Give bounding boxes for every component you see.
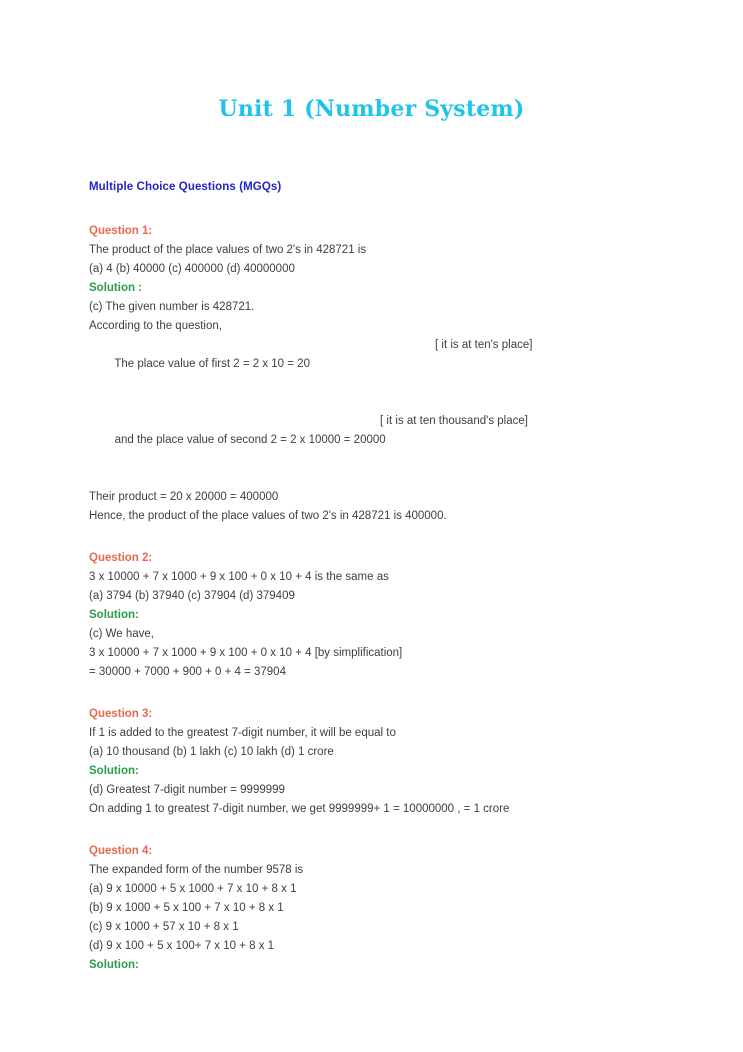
question-1-placevalue-text-1: The place value of first 2 = 2 x 10 = 20 (114, 358, 310, 370)
question-block-4 (89, 842, 689, 975)
question-3-solution-heading: Solution: (89, 765, 139, 777)
question-1-placevalue-line-2 (89, 412, 689, 488)
question-1-solution-tail-2: Hence, the product of the place values of two 2's in 428721 is 400000. (89, 510, 447, 522)
question-1-placevalue-note-2: [ it is at ten thousand's place] (380, 415, 528, 427)
question-2-options: (a) 3794 (b) 37940 (c) 37904 (d) 379409 (89, 590, 295, 602)
question-block-1 (89, 222, 689, 526)
question-3-solution-line-2: On adding 1 to greatest 7-digit number, we get 9999999+ 1 = 10000000 , = 1 crore (89, 803, 510, 815)
question-3-heading: Question 3: (89, 708, 153, 720)
question-block-2 (89, 549, 689, 682)
question-1-placevalue-note-1: [ it is at ten's place] (435, 339, 533, 351)
question-3-options: (a) 10 thousand (b) 1 lakh (c) 10 lakh (d) 1 crore (89, 746, 334, 758)
question-2-solution-heading: Solution: (89, 609, 139, 621)
question-2-heading: Question 2: (89, 552, 153, 564)
question-2-solution-line-3: = 30000 + 7000 + 900 + 0 + 4 = 37904 (89, 666, 286, 678)
question-1-solution-heading: Solution : (89, 282, 143, 294)
question-4-option-b: (b) 9 x 1000 + 5 x 100 + 7 x 10 + 8 x 1 (89, 902, 284, 914)
document-body (89, 178, 689, 998)
question-4-option-c: (c) 9 x 1000 + 57 x 10 + 8 x 1 (89, 921, 239, 933)
question-4-option-d: (d) 9 x 100 + 5 x 100+ 7 x 10 + 8 x 1 (89, 940, 275, 952)
question-3-solution-line-1: (d) Greatest 7-digit number = 9999999 (89, 784, 285, 796)
question-4-heading: Question 4: (89, 845, 153, 857)
question-1-solution-line-1: (c) The given number is 428721. (89, 301, 255, 313)
page-title: Unit 1 (Number System) (218, 96, 525, 122)
question-1-heading: Question 1: (89, 225, 153, 237)
section-heading-mcq: Multiple Choice Questions (MGQs) (89, 181, 282, 193)
question-1-placevalue-text-2: and the place value of second 2 = 2 x 10000 = 20000 (114, 434, 386, 446)
question-4-option-a: (a) 9 x 10000 + 5 x 1000 + 7 x 10 + 8 x 1 (89, 883, 297, 895)
question-1-placevalue-line-1 (89, 336, 689, 412)
question-2-solution-line-2: 3 x 10000 + 7 x 1000 + 9 x 100 + 0 x 10 + 4 [by simplification] (89, 647, 403, 659)
question-4-solution-heading: Solution: (89, 959, 139, 971)
question-2-solution-line-1: (c) We have, (89, 628, 154, 640)
question-1-solution-tail-1: Their product = 20 x 20000 = 400000 (89, 491, 279, 503)
question-2-prompt: 3 x 10000 + 7 x 1000 + 9 x 100 + 0 x 10 + 4 is the same as (89, 571, 389, 583)
question-1-prompt: The product of the place values of two 2's in 428721 is (89, 244, 367, 256)
question-block-3 (89, 705, 689, 819)
question-1-solution-line-2: According to the question, (89, 320, 222, 332)
question-1-options: (a) 4 (b) 40000 (c) 400000 (d) 40000000 (89, 263, 295, 275)
question-4-prompt: The expanded form of the number 9578 is (89, 864, 304, 876)
question-3-prompt: If 1 is added to the greatest 7-digit number, it will be equal to (89, 727, 396, 739)
